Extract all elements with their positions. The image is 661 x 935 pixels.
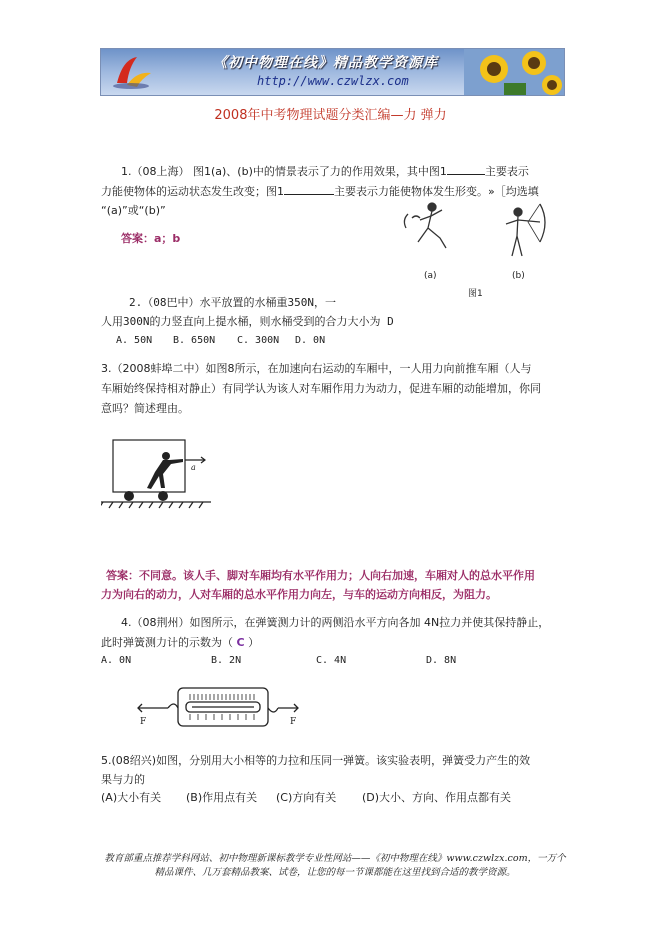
q2-line1: 2.（08巴中）水平放置的水桶重350N，一 <box>129 296 336 309</box>
q1-line2-tail: 主要表示力能使物体发生形变。»［均选填 <box>334 185 539 198</box>
q4-answer: C <box>236 636 245 649</box>
q2-option-d: D. 0N <box>295 335 326 346</box>
fig8-accel-label: a <box>191 463 196 472</box>
fig1-label-b: (b) <box>512 271 525 281</box>
q2-line2: 人用300N的力竖直向上提水桶，则水桶受到的合力大小为 D <box>101 315 394 328</box>
q4-option-a: A. 0N <box>101 655 132 666</box>
q1-blank-1 <box>447 163 485 175</box>
q5-line2: 果与力的 <box>101 773 145 786</box>
q1-line2-text: 力能使物体的运动状态发生改变；图1 <box>101 185 284 198</box>
q3-line2: 车厢始终保持相对静止）有同学认为该人对车厢作用力为动力，促进车厢的动能增加，你同 <box>101 382 541 395</box>
force-label-right: F <box>290 717 297 727</box>
spring-scale-icon <box>134 680 304 730</box>
page-footer <box>100 852 570 880</box>
q4-option-c: C. 4N <box>316 655 347 666</box>
document-title: 2008年中考物理试题分类汇编—力 弹力 <box>214 108 447 123</box>
q4-option-d: D. 8N <box>426 655 457 666</box>
figure-1-athletes-icon <box>388 198 564 300</box>
q1-blank-2 <box>284 183 334 195</box>
q2-option-c: C. 300N <box>237 335 280 346</box>
fig1-label-a: (a) <box>424 271 437 281</box>
q4-line2-text: 此时弹簧测力计的示数为（ <box>101 636 237 649</box>
q4-line2-tail: ） <box>244 636 260 649</box>
q3-line1: 3.（2008蚌埠二中）如图8所示，在加速向右运动的车厢中，一人用力向前推车厢（人与 <box>101 362 532 375</box>
q2-option-b: B. 650N <box>173 335 216 346</box>
force-label-left: F <box>140 717 147 727</box>
footer-line2: 精品课件、几万套精品教案、试卷，让您的每一节课都能在这里找到合适的教学资源。 <box>154 867 516 878</box>
q3-line3: 意吗？简述理由。 <box>101 402 189 415</box>
q5-option-b: (B)作用点有关 <box>186 791 258 804</box>
q5-line1: 5.(08绍兴)如图，分别用大小相等的力拉和压同一弹簧。该实验表明，弹簧受力产生的效 <box>101 754 531 767</box>
q1-answer: 答案：a；b <box>121 232 181 245</box>
q3-answer-line2: 力为向右的动力，人对车厢的总水平作用力向左，与车的运动方向相反，为阻力。 <box>101 588 497 601</box>
site-logo-icon <box>107 53 155 91</box>
q1-line3: “(a)”或“(b)” <box>101 204 166 217</box>
q4-line2 <box>101 633 259 653</box>
site-banner <box>100 48 565 96</box>
q4-option-b: B. 2N <box>211 655 242 666</box>
q5-option-c: (C)方向有关 <box>276 791 337 804</box>
q1-line1-tail: 主要表示 <box>484 165 529 178</box>
banner-title: 《初中物理在线》精品教学资源库 <box>213 55 438 71</box>
q2-option-a: A. 50N <box>116 335 153 346</box>
footer-line1: 教育部重点推荐学科网站、初中物理新课标教学专业性网站——《初中物理在线》www.czwlzx.com，一万个 <box>104 853 566 864</box>
q1-line1 <box>121 162 529 182</box>
banner-url: http://www.czwlzx.com <box>257 74 409 88</box>
sunflower-icon <box>464 49 564 95</box>
q5-option-d: (D)大小、方向、作用点都有关 <box>362 791 512 804</box>
q5-option-a: (A)大小有关 <box>101 791 162 804</box>
q4-line1: 4.（08荆州）如图所示，在弹簧测力计的两侧沿水平方向各加 4N拉力并使其保持静止， <box>121 616 550 629</box>
fig1-caption: 图1 <box>468 289 483 299</box>
q1-line1-text: 1.（08上海） 图1(a)、(b)中的情景表示了力的作用效果，其中图1 <box>121 165 447 178</box>
figure-8-cart-icon <box>101 432 219 510</box>
q3-answer-line1: 答案：不同意。该人手、脚对车厢均有水平作用力；人向右加速，车厢对人的总水平作用 <box>106 569 535 582</box>
